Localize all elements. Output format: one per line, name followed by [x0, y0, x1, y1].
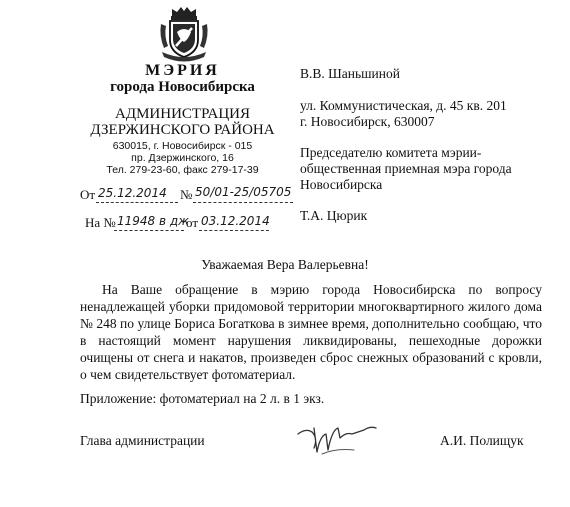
org-name: МЭРИЯ: [145, 62, 220, 79]
in-reply-number: 11948 в дж: [117, 214, 189, 228]
body-line: № 248 по улице Бориса Богаткова в зимнее время, дополнительно сообщаю, что: [80, 316, 542, 331]
recipient-street: ул. Коммунистическая, д. 45 кв. 201: [300, 98, 507, 113]
address-line: пр. Дзержинского, 16: [131, 152, 234, 164]
salutation: Уважаемая Вера Валерьевна!: [201, 257, 369, 272]
recipient-title: Новосибирска: [300, 177, 383, 192]
divider: [96, 202, 178, 203]
outgoing-number: 50/01-25/05705: [195, 185, 292, 199]
outgoing-date: 25.12.2014: [98, 186, 167, 200]
body-line: очищены от снега и накатов, произведен сброс снежных образований с кровли,: [80, 350, 542, 365]
divider: [114, 230, 184, 231]
divider: [193, 202, 293, 203]
admin-title: АДМИНИСТРАЦИЯ: [115, 106, 250, 122]
signatory-position: Глава администрации: [80, 433, 205, 448]
admin-district: ДЗЕРЖИНСКОГО РАЙОНА: [90, 122, 275, 138]
attachment-note: Приложение: фотоматериал на 2 л. в 1 экз.: [80, 391, 325, 406]
org-city: города Новосибирска: [110, 79, 255, 95]
body-line: в настоящий момент нарушения ликвидированы, пешеходные дорожки: [80, 333, 542, 348]
in-reply-from-label: от: [186, 215, 199, 230]
body-line: о чем свидетельствует фотоматериал.: [80, 367, 296, 382]
chair-name: Т.А. Цюрик: [300, 208, 368, 223]
divider: [199, 230, 269, 231]
signatory-name: А.И. Полищук: [440, 433, 524, 448]
body-line: ненадлежащей уборки придомовой территории многоквартирного жилого дома: [80, 299, 542, 314]
recipient-title: Председателю комитета мэрии-: [300, 145, 482, 160]
phone-line: Тел. 279-23-60, факс 279-17-39: [106, 164, 259, 176]
body-line: На Ваше обращение в мэрию города Новосибирска по вопросу: [102, 282, 542, 297]
recipient-city: г. Новосибирск, 630007: [300, 114, 435, 129]
handwritten-signature-icon: [292, 408, 382, 458]
in-reply-label: На №: [85, 215, 116, 230]
from-label: От: [80, 187, 96, 202]
recipient-title: общественная приемная мэра города: [300, 161, 512, 176]
coat-of-arms-icon: [158, 6, 210, 64]
in-reply-date: 03.12.2014: [201, 214, 270, 228]
recipient-name: В.В. Шаньшиной: [300, 66, 400, 81]
address-line: 630015, г. Новосибирск - 015: [112, 140, 253, 152]
number-label: №: [180, 187, 193, 202]
